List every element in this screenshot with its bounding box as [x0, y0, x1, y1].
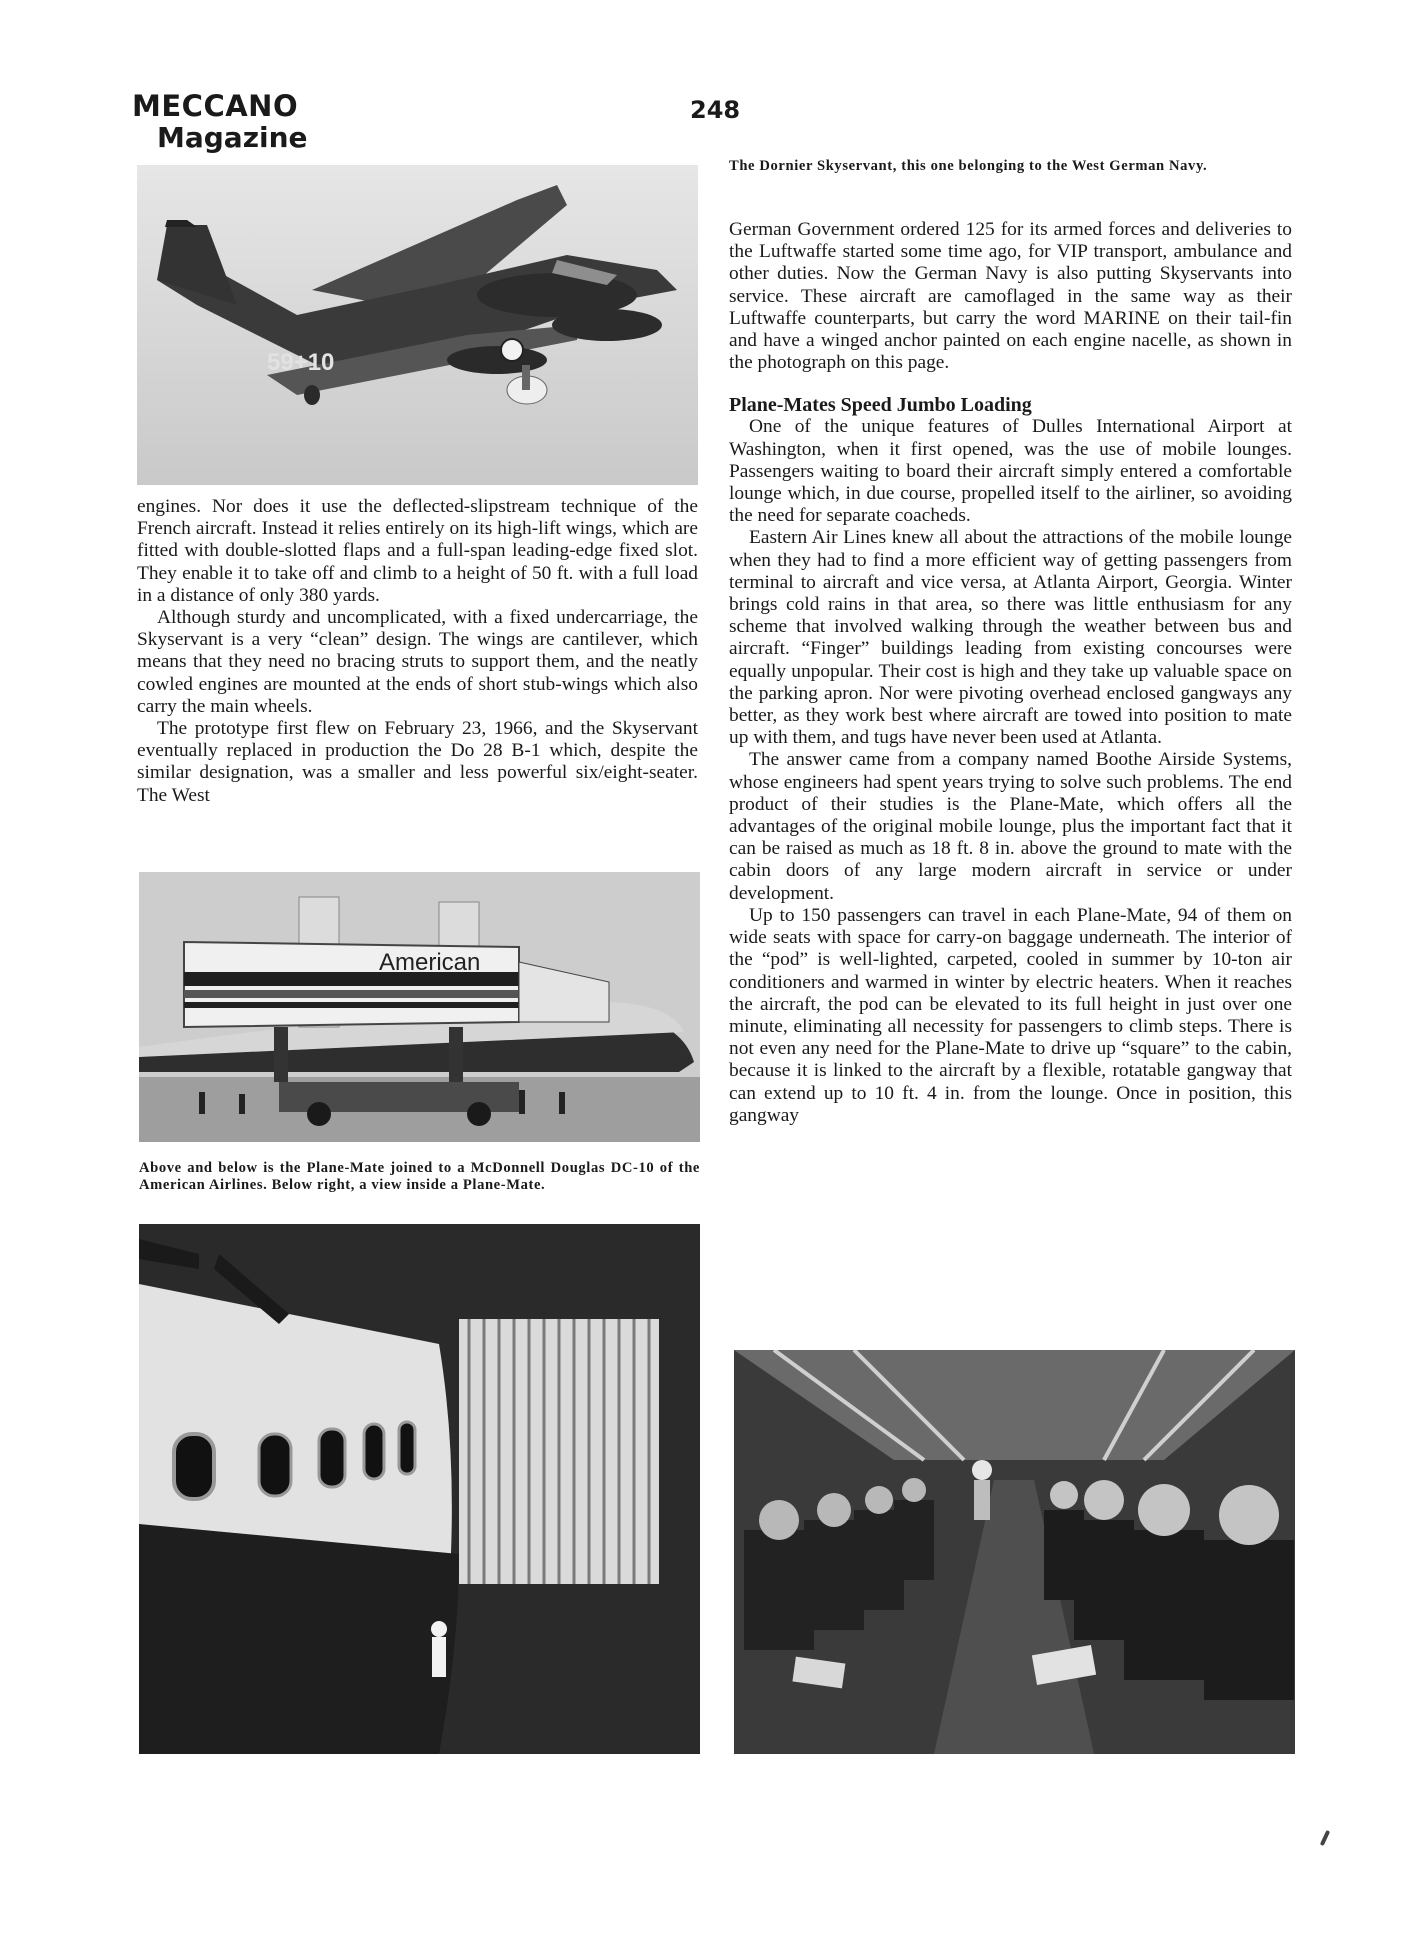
caption-dornier: The Dornier Skyservant, this one belonging to the West German Navy. — [729, 158, 1208, 174]
page-number: 248 — [690, 96, 741, 124]
photo-dornier-skyservant — [137, 165, 698, 485]
right-column — [729, 219, 1292, 1127]
left-column — [137, 496, 698, 807]
interior-illustration — [734, 1350, 1295, 1754]
masthead-subtitle: Magazine — [157, 121, 308, 154]
paragraph: Eastern Air Lines knew all about the attractions of the mobile lounge when they had to find a more efficient way of getting passengers from terminal to aircraft and vice versa, at Atlanta Airport, Georgia. Winter brings cold rains in that area, so there was little enthusiasm for any scheme that involved walking through the weather between bus and aircraft. “Finger” buildings leading from existing concourses were equally unpopular. Their cost is high and they take up valuable space on the parking apron. Nor were pivoting overhead enclosed gangways any better, as they work best where aircraft are towed into position to mate up with them, and tugs have never been used at Atlanta. — [729, 527, 1292, 749]
photo-plane-mate-exterior — [139, 872, 700, 1142]
paragraph: The answer came from a company named Boothe Airside Systems, whose engineers had spent years trying to solve such problems. The end product of their studies is the Plane-Mate, which offers all the advantages of the original mobile lounge, plus the important fact that it can be raised as much as 18 ft. 8 in. above the ground to mate with the cabin doors of any large modern aircraft in service or under development. — [729, 749, 1292, 904]
photo-dc10-gangway — [139, 1224, 700, 1754]
caption-plane-mate: Above and below is the Plane-Mate joined to a McDonnell Douglas DC-10 of the American Airlines. Below right, a view inside a Plane-Mate. — [139, 1160, 700, 1193]
paragraph: Although sturdy and uncomplicated, with a fixed undercarriage, the Skyservant is a very “clean” design. The wings are cantilever, which means that they need no bracing struts to support them, and the neatly cowled engines are mounted at the ends of short stub-wings which also carry the main wheels. — [137, 607, 698, 717]
pencil-mark — [1320, 1830, 1330, 1846]
paragraph: German Government ordered 125 for its armed forces and deliveries to the Luftwaffe started some time ago, for VIP transport, ambulance and other duties. Now the German Navy is also putting Skyservants into service. These aircraft are camoflaged in the same way as their Luftwaffe counterparts, but carry the word MARINE on their tail-fin and have a winged anchor painted on each engine nacelle, as shown in the photograph on this page. — [729, 219, 1292, 374]
plane-mate-illustration — [139, 872, 700, 1142]
masthead — [132, 89, 308, 154]
dc10-illustration — [139, 1224, 700, 1754]
lounge-logo: American — [379, 949, 481, 976]
aircraft-illustration — [137, 165, 698, 485]
paragraph: One of the unique features of Dulles International Airport at Washington, when it first opened, was the use of mobile lounges. Passengers waiting to board their aircraft simply entered a comfortable lounge which, in due course, propelled itself to the airliner, so avoiding the need for separate coacheds. — [729, 416, 1292, 527]
aircraft-marking: 59+10 — [267, 349, 335, 376]
masthead-title: MECCANO — [132, 89, 299, 123]
photo-plane-mate-interior — [734, 1350, 1295, 1754]
paragraph: The prototype first flew on February 23, 1966, and the Skyservant eventually replaced in production the Do 28 B-1 which, despite the similar designation, was a smaller and less powerful six/eight-seater. The West — [137, 718, 698, 806]
paragraph: Up to 150 passengers can travel in each Plane-Mate, 94 of them on wide seats with space for carry-on baggage underneath. The interior of the “pod” is well-lighted, carpeted, cooled in summer by 10-ton air conditioners and warmed in winter by electric heaters. When it reaches the aircraft, the pod can be elevated to its full height in just over one minute, eliminating all necessity for passengers to climb steps. There is not even any need for the Plane-Mate to drive up “square” to the cabin, because it is linked to the aircraft by a flexible, rotatable gangway that can extend up to 10 ft. 4 in. from the lounge. Once in position, this gangway — [729, 904, 1292, 1126]
section-heading: Plane-Mates Speed Jumbo Loading — [729, 394, 1032, 417]
paragraph: engines. Nor does it use the deflected-slipstream technique of the French aircraft. Instead it relies entirely on its high-lift wings, which are fitted with double-slotted flaps and a full-span leading-edge fixed slot. They enable it to take off and climb to a height of 50 ft. with a full load in a distance of only 380 yards. — [137, 496, 698, 606]
